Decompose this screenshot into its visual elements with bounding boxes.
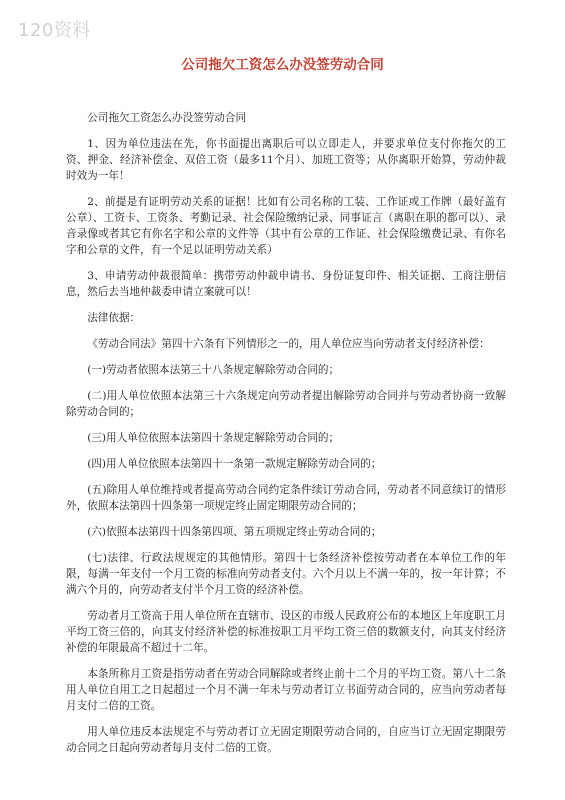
paragraph-clause-2: (二)用人单位依照本法第三十六条规定向劳动者提出解除劳动合同并与劳动者协商一致解除劳动合同的； (66, 390, 506, 418)
paragraph-double-wage: 用人单位违反本法规定不与劳动者订立无固定期限劳动合同的，自应当订立无固定期限劳动合同之日起向劳动者每月支付二倍的工资。 (66, 726, 506, 754)
paragraph-clause-6: (六)依照本法第四十四条第四项、第五项规定终止劳动合同的； (87, 526, 382, 538)
paragraph-item-2: 2、前提是有证明劳动关系的证据！比如有公司名称的工装、工作证或工作牌（最好盖有公章）、工资卡、工资条、考勤记录、社会保险缴纳记录、同事证言（离职在职的都可以）、录音录像或者其它有你名字和公章的文件等（其中有公章的工作证、社会保险缴费记录、有你名字和公章的文件，有一个足以证明劳动关系） (66, 196, 506, 256)
paragraph-monthly-wage-definition: 本条所称月工资是指劳动者在劳动合同解除或者终止前十二个月的平均工资。第八十二条用人单位自用工之日起超过一个月不满一年未与劳动者订立书面劳动合同的，应当向劳动者每月支付二倍的工资。 (66, 668, 506, 712)
paragraph-subtitle: 公司拖欠工资怎么办没签劳动合同 (87, 112, 247, 124)
paragraph-clause-5: (五)除用人单位维持或者提高劳动合同约定条件续订劳动合同，劳动者不同意续订的情形外，依照本法第四十四条第一项规定终止固定期限劳动合同的； (66, 484, 506, 512)
watermark-logo: 120资料 (18, 20, 91, 41)
paragraph-clause-4: (四)用人单位依照本法第四十一条第一款规定解除劳动合同的； (87, 458, 382, 470)
paragraph-monthly-wage-cap: 劳动者月工资高于用人单位所在直辖市、设区的市级人民政府公布的本地区上年度职工月平均工资三倍的，向其支付经济补偿的标准按职工月平均工资三倍的数额支付，向其支付经济补偿的年限最高不超过十二年。 (66, 610, 506, 654)
document-title: 公司拖欠工资怎么办没签劳动合同 (181, 57, 384, 73)
paragraph-clause-3: (三)用人单位依照本法第四十条规定解除劳动合同的； (87, 432, 340, 444)
paragraph-item-3: 3、申请劳动仲裁很简单：携带劳动仲裁申请书、身份证复印件、相关证据、工商注册信息，然后去当地仲裁委申请立案就可以！ (66, 270, 506, 298)
paragraph-clause-1: (一)劳动者依照本法第三十八条规定解除劳动合同的； (87, 364, 340, 376)
paragraph-legal-basis: 法律依据： (87, 312, 141, 324)
paragraph-clause-7: (七)法律、行政法规规定的其他情形。第四十七条经济补偿按劳动者在本单位工作的年限，每满一年支付一个月工资的标准向劳动者支付。六个月以上不满一年的，按一年计算；不满六个月的，向劳动者支付半个月工资的经济补偿。 (66, 552, 506, 596)
paragraph-item-1: 1、因为单位违法在先，你书面提出离职后可以立即走人，并要求单位支付你拖欠的工资、押金、经济补偿金、双倍工资（最多11个月）、加班工资等；从你离职开始算，劳动仲裁时效为一年！ (66, 138, 506, 182)
document-body (66, 110, 506, 766)
paragraph-article-46: 《劳动合同法》第四十六条有下列情形之一的，用人单位应当向劳动者支付经济补偿： (87, 338, 490, 350)
